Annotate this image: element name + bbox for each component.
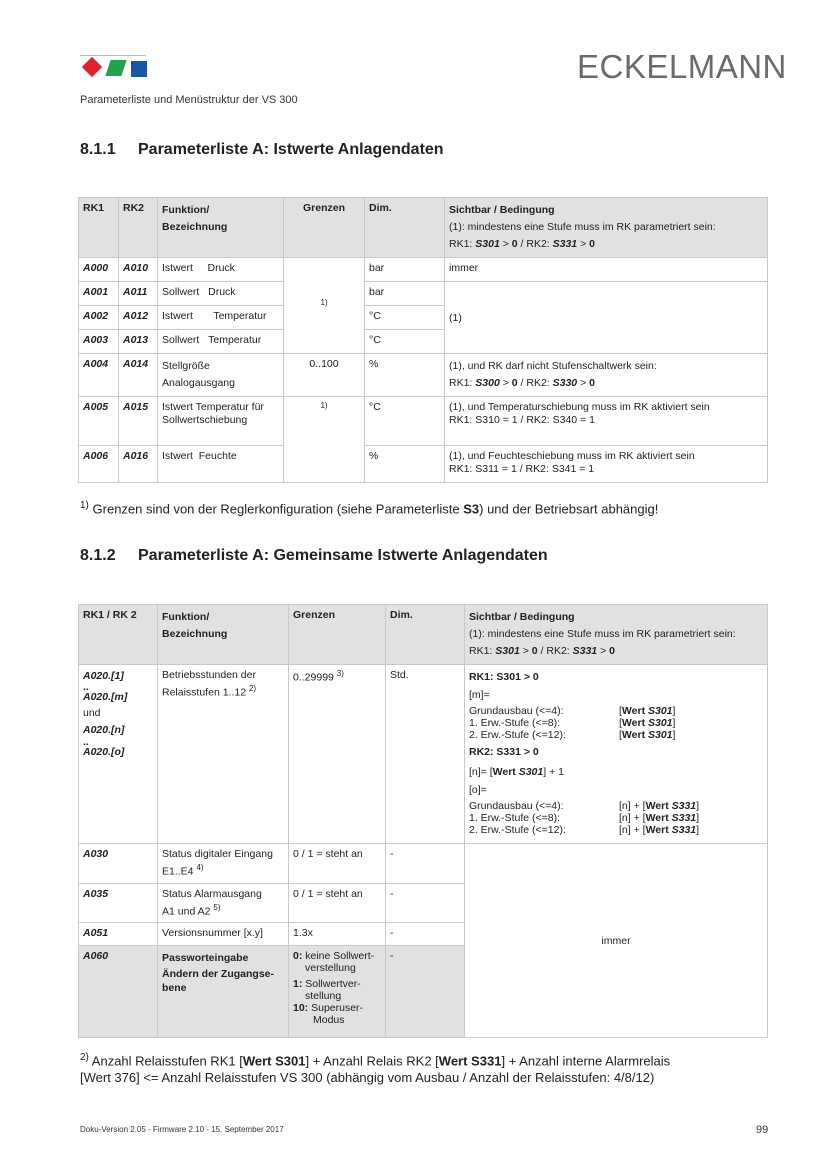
table-row: A004 A014 Stellgröße Analogausgang 0..100 % (1), und RK darf nicht Stufenschaltwerk sein: RK1: S300 > 0 / RK2: S330 > 0 <box>79 354 768 397</box>
table-row: A002 A012 Istwert Temperatur °C <box>79 306 768 330</box>
col-rk1: RK1 <box>79 198 119 258</box>
page-number: 99 <box>756 1124 769 1136</box>
parameter-table-1 <box>78 197 768 483</box>
table-row-a060: A060 Passworteingabe Ändern der Zugangse- bene 0: keine Sollwert- verstellung 1: Sollwertver- stellung 10: Superuser- Modus - <box>79 946 768 1038</box>
table-row: A035 Status Alarmausgang A1 und A2 $^{5)}$ 0 / 1 = steht an - <box>79 883 768 923</box>
table-row: A051 Versionsnummer [x.y] 1.3x - <box>79 923 768 946</box>
col-grenzen: Grenzen <box>289 605 386 665</box>
logo-frame-line <box>80 55 146 56</box>
col-grenzen: Grenzen <box>284 198 365 258</box>
table-row-a020: A020.[1] .. A020.[m] und A020.[n] .. A020.[o] Betriebsstunden der Relaisstufen 1..12 $^{2)}$ 0..29999 $^{3)}$ Std. RK1: S301 > 0 [m]= Grundausbau (<=4): [Wert S301] 1. Erw.-Stufe (<=8): [Wert S301] 2. Erw.-Stufe (<=12): [Wert S301] RK2: S331 > 0 [n]= [Wert S301] + 1 [o]= Grundausbau (<=4): [n] + [Wert S331] 1. Erw.-Stufe (<=8): [n] + [Wert S331] 2. Erw.-Stufe (<=12): [n] + [Wert S331] <box>79 665 768 844</box>
section-title-1 <box>80 141 444 159</box>
footer-doc-version: Doku-Version 2.05 - Firmware 2.10 - 15. September 2017 <box>80 1125 284 1134</box>
merged-sichtbar-cell: (1) <box>445 282 768 354</box>
table-header-row <box>79 605 768 665</box>
logo-red-square <box>82 57 102 77</box>
merged-sichtbar-cell: immer <box>465 844 768 1038</box>
table-row: A001 A011 Sollwert Druck bar (1) <box>79 282 768 306</box>
footnote-1: $^{1)}$ Grenzen sind von der Reglerkonfiguration (siehe Parameterliste S3) und der Betriebsart abhängig! <box>80 500 659 517</box>
merged-grenzen-cell: 1) <box>284 258 365 354</box>
table-header-row <box>79 198 768 258</box>
section-number: 8.1.2 <box>80 547 116 564</box>
col-dim: Dim. <box>386 605 465 665</box>
section-title-2 <box>80 547 548 565</box>
col-dim: Dim. <box>365 198 445 258</box>
table-row: A005 A015 Istwert Temperatur für Sollwertschiebung $^{1)}$ °C (1), und Temperaturschiebung muss im RK aktiviert sein RK1: S310 = 1 / RK2: S340 = 1 <box>79 397 768 446</box>
col-funktion: Funktion/ Bezeichnung <box>158 198 284 258</box>
brand-name: ECKELMANN <box>577 48 787 85</box>
table-row: A030 Status digitaler Eingang E1..E4 $^{4)}$ 0 / 1 = steht an - immer <box>79 844 768 884</box>
col-sichtbar: Sichtbar / Bedingung (1): mindestens eine Stufe muss im RK parametriert sein: RK1: S301 > 0 / RK2: S331 > 0 <box>445 198 768 258</box>
section-heading: Parameterliste A: Istwerte Anlagendaten <box>138 141 444 158</box>
document-subtitle: Parameterliste und Menüstruktur der VS 300 <box>80 94 298 106</box>
section-number: 8.1.1 <box>80 141 116 158</box>
col-rk: RK1 / RK 2 <box>79 605 158 665</box>
col-sichtbar: Sichtbar / Bedingung (1): mindestens eine Stufe muss im RK parametriert sein: RK1: S301 > 0 / RK2: S331 > 0 <box>465 605 768 665</box>
parameter-table-2 <box>78 604 768 1038</box>
table-row: A003 A013 Sollwert Temperatur °C <box>79 330 768 354</box>
col-rk2: RK2 <box>119 198 158 258</box>
table-row: A006 A016 Istwert Feuchte % (1), und Feuchteschiebung muss im RK aktiviert sein RK1: S311 = 1 / RK2: S341 = 1 <box>79 446 768 483</box>
logo-green-square <box>105 60 126 76</box>
table-row: A000 A010 Istwert Druck $^{1)}$ bar immer <box>79 258 768 282</box>
logo-blue-square <box>131 61 147 77</box>
col-funktion: Funktion/ Bezeichnung <box>158 605 289 665</box>
section-heading: Parameterliste A: Gemeinsame Istwerte Anlagendaten <box>138 547 548 564</box>
footnote-2: $^{2)}$ Anzahl Relaisstufen RK1 [Wert S301] + Anzahl Relais RK2 [Wert S331] + Anzahl interne Alarmrelais [Wert 376] <= Anzahl Relaisstufen VS 300 (abhängig vom Ausbau / Anzahl der Relaisstufen: 4/8/12) <box>80 1052 671 1086</box>
